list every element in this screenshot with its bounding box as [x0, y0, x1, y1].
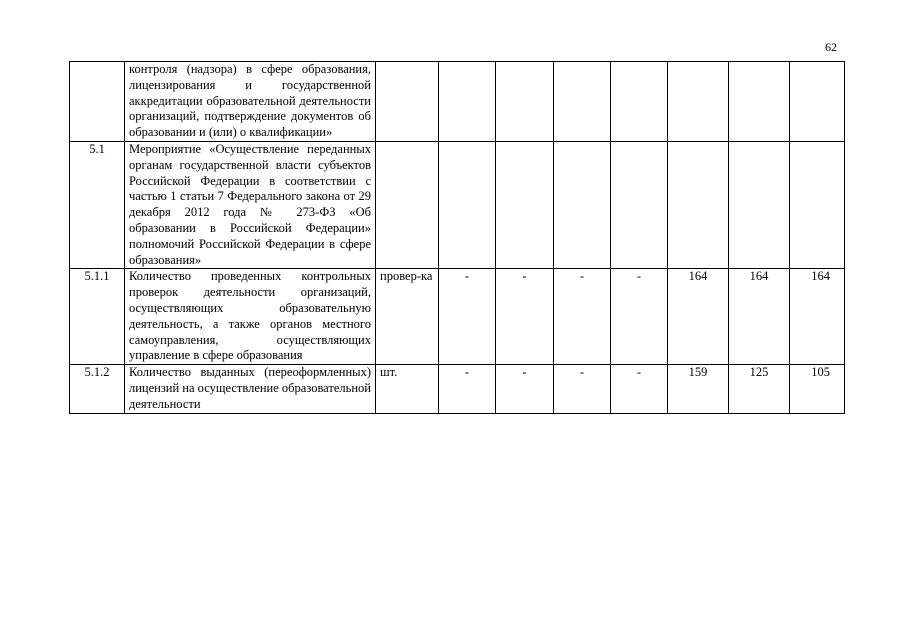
value-cell: 164 [790, 269, 845, 365]
value-cell [439, 62, 496, 142]
value-cell: 164 [668, 269, 729, 365]
value-cell [496, 141, 554, 268]
value-cell: - [496, 269, 554, 365]
value-cell: - [439, 269, 496, 365]
value-cell [554, 62, 611, 142]
row-name-cell [125, 141, 376, 268]
value-cell [790, 62, 845, 142]
value-cell: 125 [729, 365, 790, 413]
row-unit-cell [376, 62, 439, 142]
indicators-table [69, 61, 845, 414]
row-name-text: Количество проведенных контрольных проверок деятельности организаций, осуществляющих образовательную деятельность, а также органов местного самоуправления, осуществляющих управление в сфере образования [129, 269, 371, 363]
value-cell: - [611, 365, 668, 413]
row-name-text: Количество выданных (переоформленных) лицензий на осуществление образовательной деятельности [129, 365, 371, 411]
value-cell [668, 62, 729, 142]
row-name-cell [125, 62, 376, 142]
table-row [70, 365, 845, 413]
row-name-cell [125, 269, 376, 365]
row-number-cell [70, 62, 125, 142]
value-cell [496, 62, 554, 142]
page-number: 62 [825, 40, 837, 54]
value-cell: 105 [790, 365, 845, 413]
value-cell [729, 141, 790, 268]
value-cell: - [439, 365, 496, 413]
row-number-cell: 5.1 [70, 141, 125, 268]
value-cell [729, 62, 790, 142]
value-cell: - [554, 269, 611, 365]
value-cell: - [496, 365, 554, 413]
value-cell [439, 141, 496, 268]
row-name-cell [125, 365, 376, 413]
table-row [70, 269, 845, 365]
value-cell [790, 141, 845, 268]
value-cell: - [611, 269, 668, 365]
row-number-cell: 5.1.2 [70, 365, 125, 413]
table-row [70, 141, 845, 268]
row-unit-cell: шт. [376, 365, 439, 413]
table-row [70, 62, 845, 142]
value-cell: 164 [729, 269, 790, 365]
row-unit-cell [376, 141, 439, 268]
value-cell [668, 141, 729, 268]
value-cell: - [554, 365, 611, 413]
row-number-cell: 5.1.1 [70, 269, 125, 365]
value-cell: 159 [668, 365, 729, 413]
row-unit-cell: провер-ка [376, 269, 439, 365]
value-cell [611, 62, 668, 142]
row-name-text: контроля (надзора) в сфере образования, лицензирования и государственной аккредитации образовательной деятельности организаций, подтверждение документов об образовании и (или) о квалификации» [129, 62, 371, 140]
row-name-text: Мероприятие «Осуществление переданных органам государственной власти субъектов Российской Федерации в соответствии с частью 1 статьи 7 Федерального закона от 29 декабря 2012 года № 273-ФЗ «Об образовании в Российской Федерации» полномочий Российской Федерации в сфере образования» [129, 141, 371, 267]
value-cell [611, 141, 668, 268]
value-cell [554, 141, 611, 268]
